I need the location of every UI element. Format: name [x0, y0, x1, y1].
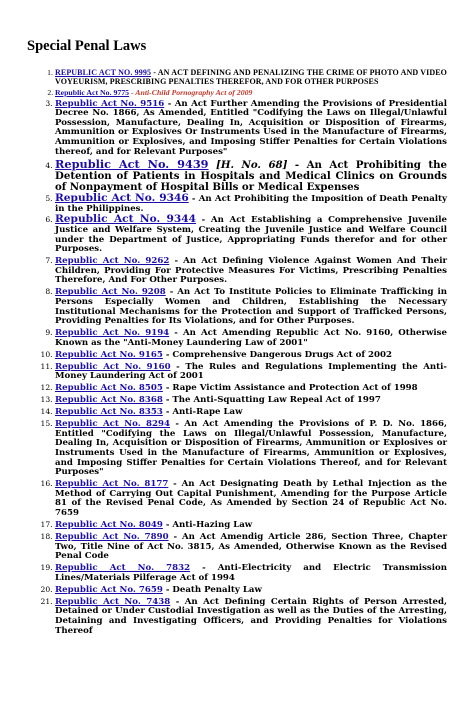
law-description: - An Act To Institute Policies to Eliminate Trafficking in Persons Especially Women and Children, Establishing the Necessary Institutional Mechanisms for the Protection and Support of Trafficked Persons, Providing Penalties for Its Violations, and for Other Purposes. — [55, 287, 447, 327]
law-link[interactable]: Republic Act No. 9775 — [55, 87, 130, 97]
list-item — [55, 395, 447, 406]
law-link[interactable]: Republic Act No. 8177 — [55, 479, 169, 490]
law-link[interactable]: Republic Act No. 9208 — [55, 287, 166, 298]
law-link[interactable]: REPUBLIC ACT NO. 9995 — [55, 68, 152, 77]
list-item — [55, 99, 447, 158]
list-item — [55, 191, 447, 214]
page-title: Special Penal Laws — [27, 38, 147, 54]
list-item — [55, 532, 447, 562]
law-description: - An Act Prohibiting the Detention of Patients in Hospitals and Medical Clinics on Grounds of Nonpayment of Hospital Bills or Medical Expenses — [55, 158, 447, 193]
law-list — [27, 69, 447, 636]
law-link[interactable]: Republic Act No. 7438 — [55, 596, 171, 607]
law-description: - An Act Establishing a Comprehensive Juvenile Justice and Welfare System, Creating the Juvenile Justice and Welfare Council under the Department of Justice, Appropriating Funds therefor and for other Purposes. — [55, 215, 447, 255]
law-link[interactable]: Republic Act No. 8294 — [55, 419, 170, 430]
law-link[interactable]: Republic Act No. 9194 — [55, 328, 170, 339]
law-link[interactable]: Republic Act No. 8505 — [55, 383, 163, 394]
law-description: - An Act Amendig Article 286, Section Three, Chapter Two, Title Nine of Act No. 3815, As Amended, Otherwise Known as the Revised Penal Code — [55, 531, 447, 562]
law-description: - Anti-Rape Law — [162, 407, 243, 418]
list-item — [55, 585, 447, 596]
law-link[interactable]: Republic Act No. 7832 — [55, 563, 191, 574]
law-link[interactable]: Republic Act No. 9160 — [55, 361, 171, 372]
law-link[interactable]: Republic Act No. 9262 — [55, 256, 170, 267]
law-description: - An Act Defining Certain Rights of Person Arrested, Detained or Under Custodial Investigation as well as the Duties of the Arresting, Detaining and Investigating Officers, and Providing Penalties for Violations Thereof — [55, 596, 447, 636]
list-item — [55, 563, 447, 583]
law-link[interactable]: Republic Act No. 8368 — [55, 395, 163, 406]
list-item — [55, 328, 447, 348]
law-description: - The Anti-Squatting Law Repeal Act of 1997 — [162, 395, 381, 406]
list-item — [55, 407, 447, 418]
law-description: - An Act Prohibiting the Imposition of Death Penalty in the Philippines. — [55, 193, 447, 214]
law-description: - The Rules and Regulations Implementing the Anti-Money Laundering Act of 2001 — [55, 361, 447, 382]
law-link[interactable]: Republic Act No. 9165 — [55, 349, 163, 360]
law-description: - An Act Defining Violence Against Women And Their Children, Providing For Protective Measures For Victims, Prescribing Penalties Therefore, And For Other Purposes. — [55, 256, 447, 286]
law-description: - Anti-Child Pornography Act of 2009 — [129, 87, 253, 97]
law-link[interactable]: Republic Act No. 8049 — [55, 520, 163, 530]
law-link[interactable]: Republic Act No. 9344 — [55, 213, 196, 226]
law-link[interactable]: Republic Act No. 7890 — [55, 531, 169, 542]
list-item — [55, 350, 447, 361]
list-item — [55, 520, 447, 531]
law-link[interactable]: Republic Act No. 7659 — [55, 584, 163, 595]
law-description: - An Act Amending Republic Act No. 9160, Otherwise Known as the "Anti-Money Laundering Law of 2001" — [55, 328, 447, 348]
list-item — [55, 256, 447, 286]
list-item — [55, 479, 447, 518]
list-item — [55, 88, 447, 98]
list-item — [55, 215, 447, 254]
list-item — [55, 156, 447, 193]
law-description: - Rape Victim Assistance and Protection Act of 1998 — [162, 383, 418, 394]
law-description: - An Act Amending the Provisions of P. D. No. 1866, Entitled "Codifying the Laws on Illegal/Unlawful Possession, Manufacture, Dealing In, Acquisition or Disposition of Firearms, Ammunition or Explosives or Instruments Used in the Manufacture of Firearms, Ammunition or Explosives, and Imposing Stiffer Penalties for Certain Violations Thereof, and for Relevant Purposes" — [55, 419, 447, 478]
law-description: - An Act Further Amending the Provisions of Presidential Decree No. 1866, As Amended, Entitled "Codifying the Laws on Illegal/Unlawful Possession, Manufacture, Dealing In, Acquisition or Disposition of Firearms, Ammunition or Explosives Or Instruments Used in the Manufacture of Firearms, Ammunition or Explosives, and Imposing Stiffer Penalties for Certain Violations thereof, and for Relevant Purposes" — [55, 98, 447, 157]
law-link[interactable]: Republic Act No. 9516 — [55, 98, 165, 109]
law-description: - Death Penalty Law — [162, 584, 262, 595]
list-item — [55, 597, 447, 636]
list-item — [55, 69, 447, 86]
law-description: - Anti-Electricity and Electric Transmission Lines/Materials Pilferage Act of 1994 — [55, 563, 447, 583]
law-description: - Anti-Hazing Law — [162, 520, 253, 530]
law-description: - Comprehensive Dangerous Drugs Act of 2002 — [162, 349, 392, 360]
list-item — [55, 419, 447, 478]
law-link[interactable]: Republic Act No. 8353 — [55, 407, 163, 418]
law-link[interactable]: Republic Act No. 9439 — [55, 156, 209, 171]
law-description: - An Act Designating Death by Lethal Injection as the Method of Carrying Out Capital Punishment, Amending for the Purpose Article 81 of the Revised Penal Code, As Amended by Section 24 of Republic Act No. 7659 — [55, 479, 447, 519]
law-link[interactable]: Republic Act No. 9346 — [55, 191, 189, 204]
list-item — [55, 287, 447, 326]
law-description: - AN ACT DEFINING AND PENALIZING THE CRIME OF PHOTO AND VIDEO VOYEURISM, PRESCRIBING PENALTIES THEREFOR, AND FOR OTHER PURPOSES — [55, 68, 447, 86]
list-item — [55, 383, 447, 394]
list-item — [55, 362, 447, 382]
law-bracket: [H. No. 68] — [216, 158, 288, 171]
